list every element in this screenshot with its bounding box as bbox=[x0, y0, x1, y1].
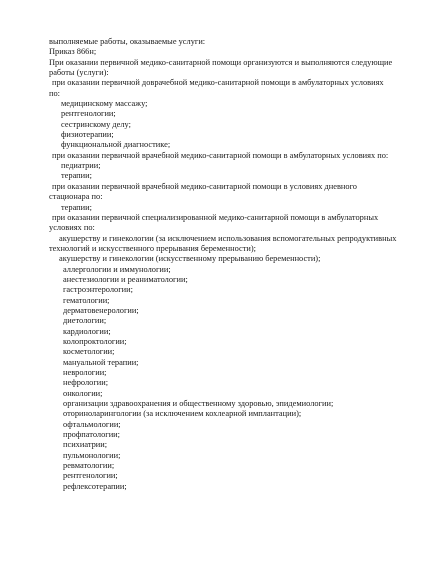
document-line: физиотерапии; bbox=[61, 130, 114, 140]
document-body bbox=[49, 37, 411, 492]
document-line: При оказании первичной медико-санитарной помощи организуются и выполняются следующие bbox=[49, 57, 393, 67]
document-line: организации здравоохранения и общественному здоровью, эпидемиологии; bbox=[63, 399, 334, 409]
document-line: кардиологии; bbox=[63, 326, 111, 336]
document-line: психиатрии; bbox=[63, 440, 108, 450]
document-line: условиях по: bbox=[49, 223, 95, 233]
document-line: офтальмологии; bbox=[63, 419, 121, 429]
document-line: акушерству и гинекологии (за исключением использования вспомогательных репродуктивных bbox=[59, 233, 397, 243]
document-line: рентгенологии; bbox=[63, 471, 118, 481]
document-line: технологий и искусственного прерывания беременности); bbox=[49, 243, 256, 253]
document-line: онкологии; bbox=[63, 388, 103, 398]
document-line: работы (услуги): bbox=[49, 68, 109, 78]
document-line: терапии; bbox=[61, 202, 92, 212]
document-line: при оказании первичной врачебной медико-санитарной помощи в условиях дневного bbox=[52, 181, 357, 191]
document-line: косметологии; bbox=[63, 347, 115, 357]
document-line: по: bbox=[49, 88, 60, 98]
document-line: анестезиологии и реаниматологии; bbox=[63, 274, 188, 284]
document-line: профпатологии; bbox=[63, 430, 120, 440]
document-line: медицинскому массажу; bbox=[61, 99, 148, 109]
document-line: стационара по: bbox=[49, 192, 103, 202]
document-line: аллергологии и иммунологии; bbox=[63, 264, 171, 274]
document-line: при оказании первичной специализированной медико-санитарной помощи в амбулаторных bbox=[52, 212, 379, 222]
document-line: дерматовенерологии; bbox=[63, 305, 139, 315]
document-line: оториноларингологии (за исключением кохлеарной имплантации); bbox=[63, 409, 302, 419]
document-line: гематологии; bbox=[63, 295, 110, 305]
document-line: рефлексотерапии; bbox=[63, 481, 127, 491]
document-line: выполняемые работы, оказываемые услуги: bbox=[49, 37, 206, 46]
document-line: при оказании первичной доврачебной медико-санитарной помощи в амбулаторных условиях bbox=[52, 78, 384, 88]
document-line: ревматологии; bbox=[63, 461, 115, 471]
document-line: нефрологии; bbox=[63, 378, 109, 388]
document-line: функциональной диагностике; bbox=[61, 140, 171, 150]
document-line: пульмонологии; bbox=[63, 450, 121, 460]
document-line: гастроэнтерологии; bbox=[63, 285, 133, 295]
document-line: мануальной терапии; bbox=[63, 357, 139, 367]
document-line: Приказ 866н; bbox=[49, 47, 97, 57]
document-line: неврологии; bbox=[63, 368, 107, 377]
document-line: сестринскому делу; bbox=[61, 119, 131, 129]
document-line: акушерству и гинекологии (искусственному прерыванию беременности); bbox=[59, 254, 321, 264]
document-line: терапии; bbox=[61, 171, 92, 181]
document-line: рентгенологии; bbox=[61, 109, 116, 119]
document-line: педиатрии; bbox=[61, 161, 101, 171]
document-line: при оказании первичной врачебной медико-санитарной помощи в амбулаторных условиях по: bbox=[52, 150, 389, 160]
document-line: диетологии; bbox=[63, 316, 107, 326]
document-line: колопроктологии; bbox=[63, 336, 127, 346]
